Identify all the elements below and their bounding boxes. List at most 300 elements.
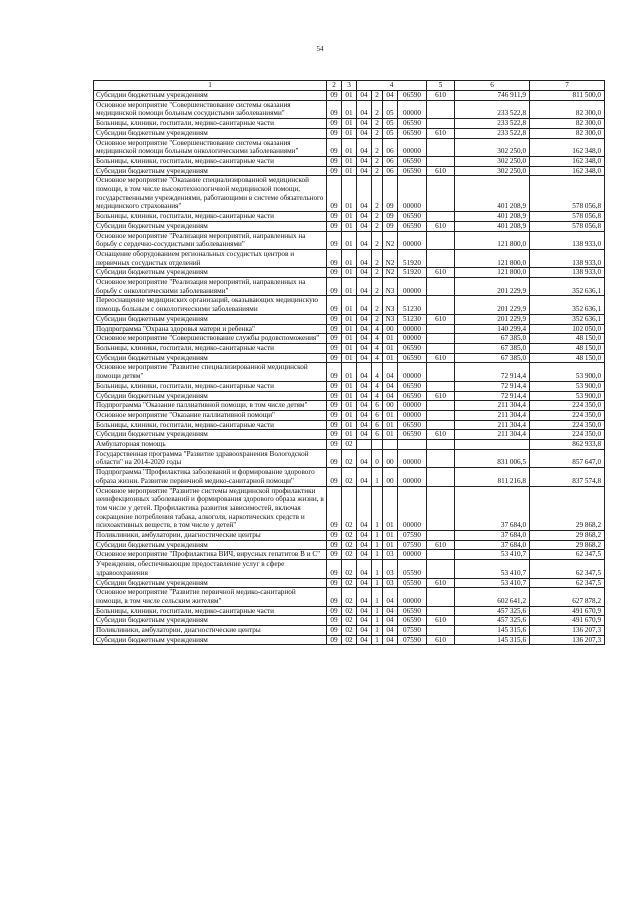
- row-value-cell: 04: [357, 531, 372, 541]
- row-value-cell: 04: [357, 540, 372, 550]
- row-value-cell: 1: [372, 550, 383, 560]
- row-value-cell: 04: [357, 343, 372, 353]
- row-value-cell: 610: [427, 353, 455, 363]
- row-name-cell: Учреждения, обеспечивающие предоставление услуг в сфере здравоохранения: [94, 560, 327, 578]
- row-value-cell: 06590: [398, 128, 427, 138]
- table-row: [94, 314, 605, 324]
- row-value-cell: 610: [427, 430, 455, 440]
- row-value-cell: 2: [372, 156, 383, 166]
- row-value-cell: 51920: [398, 268, 427, 278]
- row-value-cell: N2: [383, 231, 398, 249]
- row-value-cell: 00000: [398, 588, 427, 606]
- row-value-cell: 01: [342, 401, 357, 411]
- row-value-cell: 04: [357, 100, 372, 118]
- row-value-cell: 211 304,4: [455, 430, 530, 440]
- row-value-cell: 01: [342, 156, 357, 166]
- row-value-cell: 02: [342, 626, 357, 636]
- row-value-cell: 04: [357, 420, 372, 430]
- row-value-cell: 811 216,8: [455, 468, 530, 486]
- row-value-cell: 1: [372, 560, 383, 578]
- row-value-cell: 04: [383, 381, 398, 391]
- row-name-cell: Больницы, клиники, госпитали, медико-санитарные части: [94, 343, 327, 353]
- row-value-cell: 09: [327, 324, 342, 334]
- table-row: [94, 635, 605, 645]
- row-value-cell: 602 641,2: [455, 588, 530, 606]
- row-name-cell: Основное мероприятие "Развитие системы медицинской профилактики неинфекционных заболеваний и формирования здорового образа жизни, в том числе у детей. Профилактика развития зависимостей, включая сокращение потребления табака, алкоголя, наркотических средств и психоактивных веществ, в том числе у детей": [94, 486, 327, 531]
- row-value-cell: 578 056,8: [530, 221, 605, 231]
- row-value-cell: 02: [342, 606, 357, 616]
- row-value-cell: 491 670,9: [530, 606, 605, 616]
- row-value-cell: 01: [342, 176, 357, 212]
- row-name-cell: Больницы, клиники, госпитали, медико-санитарные части: [94, 420, 327, 430]
- row-value-cell: 01: [383, 353, 398, 363]
- row-value-cell: 162 348,0: [530, 138, 605, 156]
- row-value-cell: 302 250,0: [455, 156, 530, 166]
- row-value-cell: [372, 440, 383, 450]
- row-value-cell: 6: [372, 410, 383, 420]
- row-value-cell: 224 350,0: [530, 430, 605, 440]
- row-value-cell: 211 304,4: [455, 420, 530, 430]
- row-value-cell: 1: [372, 588, 383, 606]
- row-value-cell: 00000: [398, 486, 427, 531]
- row-value-cell: 04: [357, 176, 372, 212]
- row-value-cell: 627 878,2: [530, 588, 605, 606]
- page-number: 54: [316, 45, 324, 53]
- row-value-cell: 457 325,6: [455, 616, 530, 626]
- row-value-cell: 01: [342, 324, 357, 334]
- row-value-cell: 04: [383, 635, 398, 645]
- row-value-cell: 02: [342, 635, 357, 645]
- row-value-cell: 04: [357, 314, 372, 324]
- row-value-cell: 224 350,0: [530, 401, 605, 411]
- row-value-cell: 1: [372, 635, 383, 645]
- row-value-cell: 01: [383, 334, 398, 344]
- row-name-cell: Оснащение оборудованием региональных сосудистых центров и первичных сосудистых отделений: [94, 249, 327, 267]
- row-name-cell: Субсидии бюджетным учреждениям: [94, 578, 327, 588]
- row-value-cell: 01: [383, 343, 398, 353]
- row-value-cell: 06590: [398, 166, 427, 176]
- row-name-cell: Поликлиники, амбулатории, диагностические центры: [94, 531, 327, 541]
- row-value-cell: 1: [372, 540, 383, 550]
- row-value-cell: 04: [357, 430, 372, 440]
- row-value-cell: 2: [372, 212, 383, 222]
- row-value-cell: [427, 440, 455, 450]
- row-value-cell: 102 050,0: [530, 324, 605, 334]
- row-value-cell: 578 056,8: [530, 212, 605, 222]
- row-value-cell: 67 385,0: [455, 334, 530, 344]
- row-name-cell: Субсидии бюджетным учреждениям: [94, 635, 327, 645]
- row-value-cell: 29 868,2: [530, 531, 605, 541]
- row-value-cell: 00000: [398, 449, 427, 467]
- row-value-cell: [427, 138, 455, 156]
- row-name-cell: Субсидии бюджетным учреждениям: [94, 540, 327, 550]
- row-name-cell: Поликлиники, амбулатории, диагностические центры: [94, 626, 327, 636]
- table-row: [94, 221, 605, 231]
- row-value-cell: 05: [383, 128, 398, 138]
- row-value-cell: 09: [327, 119, 342, 129]
- row-value-cell: 09: [327, 420, 342, 430]
- row-value-cell: 09: [327, 588, 342, 606]
- row-value-cell: 610: [427, 314, 455, 324]
- row-value-cell: 01: [383, 420, 398, 430]
- row-value-cell: 06590: [398, 616, 427, 626]
- row-value-cell: 02: [342, 440, 357, 450]
- row-value-cell: 62 347,5: [530, 578, 605, 588]
- row-value-cell: 302 250,0: [455, 166, 530, 176]
- row-value-cell: 09: [383, 212, 398, 222]
- row-value-cell: 02: [342, 578, 357, 588]
- row-value-cell: 04: [383, 391, 398, 401]
- row-name-cell: Субсидии бюджетным учреждениям: [94, 353, 327, 363]
- table-row: [94, 100, 605, 118]
- row-value-cell: 09: [327, 249, 342, 267]
- row-value-cell: 06590: [398, 391, 427, 401]
- row-value-cell: 04: [357, 560, 372, 578]
- row-value-cell: 4: [372, 324, 383, 334]
- row-value-cell: 2: [372, 119, 383, 129]
- table-row: [94, 468, 605, 486]
- row-value-cell: 04: [357, 91, 372, 101]
- row-value-cell: 09: [327, 449, 342, 467]
- row-value-cell: 610: [427, 540, 455, 550]
- header-cell: 1: [94, 81, 327, 91]
- row-value-cell: 352 636,1: [530, 314, 605, 324]
- row-value-cell: 01: [342, 231, 357, 249]
- row-name-cell: Больницы, клиники, госпитали, медико-санитарные части: [94, 381, 327, 391]
- row-value-cell: 05: [383, 100, 398, 118]
- table-row: [94, 343, 605, 353]
- table-header-row: [94, 81, 605, 91]
- row-value-cell: 09: [327, 606, 342, 616]
- row-value-cell: 04: [357, 391, 372, 401]
- row-value-cell: 2: [372, 91, 383, 101]
- row-value-cell: N3: [383, 296, 398, 314]
- row-value-cell: 00000: [398, 401, 427, 411]
- row-value-cell: 162 348,0: [530, 166, 605, 176]
- row-value-cell: 2: [372, 176, 383, 212]
- row-value-cell: 09: [327, 540, 342, 550]
- table-row: [94, 296, 605, 314]
- row-value-cell: 00000: [398, 363, 427, 381]
- row-value-cell: [427, 420, 455, 430]
- table-row: [94, 531, 605, 541]
- row-value-cell: [427, 381, 455, 391]
- row-value-cell: 610: [427, 166, 455, 176]
- header-cell: 4: [357, 81, 427, 91]
- row-value-cell: 04: [357, 353, 372, 363]
- table-row: [94, 560, 605, 578]
- row-value-cell: 03: [383, 578, 398, 588]
- table-row: [94, 578, 605, 588]
- table-row: [94, 212, 605, 222]
- row-value-cell: 02: [342, 616, 357, 626]
- row-name-cell: Субсидии бюджетным учреждениям: [94, 221, 327, 231]
- row-value-cell: 01: [383, 430, 398, 440]
- row-value-cell: 04: [357, 468, 372, 486]
- row-value-cell: 82 300,0: [530, 119, 605, 129]
- row-value-cell: 6: [372, 401, 383, 411]
- row-value-cell: 48 150,0: [530, 343, 605, 353]
- row-value-cell: 06: [383, 156, 398, 166]
- row-value-cell: 401 208,9: [455, 176, 530, 212]
- table-row: [94, 278, 605, 296]
- row-value-cell: 09: [327, 176, 342, 212]
- row-value-cell: 138 933,0: [530, 231, 605, 249]
- table-row: [94, 391, 605, 401]
- row-value-cell: 578 056,8: [530, 176, 605, 212]
- row-value-cell: 09: [327, 468, 342, 486]
- row-value-cell: 06590: [398, 420, 427, 430]
- row-value-cell: 1: [372, 578, 383, 588]
- row-value-cell: 00: [383, 324, 398, 334]
- row-name-cell: Субсидии бюджетным учреждениям: [94, 391, 327, 401]
- table-row: [94, 430, 605, 440]
- row-value-cell: 67 385,0: [455, 343, 530, 353]
- row-name-cell: Основное мероприятие "Реализация мероприятий, направленных на борьбу с сердечно-сосудистыми заболеваниями": [94, 231, 327, 249]
- row-value-cell: [427, 560, 455, 578]
- row-value-cell: 04: [357, 588, 372, 606]
- row-value-cell: 04: [357, 449, 372, 467]
- row-value-cell: 862 933,8: [530, 440, 605, 450]
- row-value-cell: 211 304,4: [455, 410, 530, 420]
- row-value-cell: 09: [327, 353, 342, 363]
- row-value-cell: [427, 401, 455, 411]
- row-value-cell: 2: [372, 166, 383, 176]
- row-value-cell: 04: [357, 410, 372, 420]
- header-cell: 3: [342, 81, 357, 91]
- row-value-cell: 53 900,0: [530, 391, 605, 401]
- row-value-cell: 01: [383, 486, 398, 531]
- row-name-cell: Государственная программа "Развитие здравоохранения Вологодской области" на 2014-2020 годы: [94, 449, 327, 467]
- table-row: [94, 353, 605, 363]
- row-value-cell: 09: [327, 578, 342, 588]
- row-value-cell: 09: [327, 391, 342, 401]
- row-value-cell: 01: [342, 119, 357, 129]
- row-value-cell: 457 325,6: [455, 606, 530, 616]
- row-value-cell: 746 911,9: [455, 91, 530, 101]
- row-value-cell: 06590: [398, 343, 427, 353]
- row-value-cell: [427, 486, 455, 531]
- row-value-cell: 01: [342, 363, 357, 381]
- row-value-cell: 53 900,0: [530, 381, 605, 391]
- row-value-cell: 09: [327, 410, 342, 420]
- row-value-cell: 04: [357, 138, 372, 156]
- row-value-cell: 09: [327, 128, 342, 138]
- row-value-cell: 2: [372, 296, 383, 314]
- row-value-cell: 04: [357, 212, 372, 222]
- row-value-cell: 06590: [398, 221, 427, 231]
- row-value-cell: 01: [342, 314, 357, 324]
- row-value-cell: 0: [372, 449, 383, 467]
- row-value-cell: 6: [372, 430, 383, 440]
- table-row: [94, 128, 605, 138]
- row-name-cell: Субсидии бюджетным учреждениям: [94, 314, 327, 324]
- row-value-cell: 02: [342, 588, 357, 606]
- row-value-cell: 06590: [398, 119, 427, 129]
- row-value-cell: [427, 449, 455, 467]
- table-row: [94, 410, 605, 420]
- row-value-cell: 01: [383, 531, 398, 541]
- row-value-cell: 1: [372, 626, 383, 636]
- row-value-cell: 4: [372, 334, 383, 344]
- row-name-cell: Больницы, клиники, госпитали, медико-санитарные части: [94, 212, 327, 222]
- table-row: [94, 91, 605, 101]
- row-value-cell: 233 522,8: [455, 128, 530, 138]
- row-value-cell: 6: [372, 420, 383, 430]
- row-name-cell: Амбулаторная помощь: [94, 440, 327, 450]
- row-value-cell: 01: [342, 420, 357, 430]
- row-value-cell: 06590: [398, 381, 427, 391]
- row-value-cell: 09: [327, 212, 342, 222]
- row-value-cell: 00000: [398, 410, 427, 420]
- row-value-cell: 37 684,0: [455, 486, 530, 531]
- row-value-cell: 211 304,4: [455, 401, 530, 411]
- row-value-cell: 2: [372, 278, 383, 296]
- row-value-cell: 201 229,9: [455, 278, 530, 296]
- row-name-cell: Основное мероприятие "Реализация мероприятий, направленных на борьбу с онкологическими заболеваниями": [94, 278, 327, 296]
- row-name-cell: Субсидии бюджетным учреждениям: [94, 430, 327, 440]
- row-value-cell: 02: [342, 531, 357, 541]
- table-row: [94, 138, 605, 156]
- row-value-cell: 01: [342, 91, 357, 101]
- row-name-cell: Больницы, клиники, госпитали, медико-санитарные части: [94, 606, 327, 616]
- row-value-cell: 09: [383, 221, 398, 231]
- table-row: [94, 249, 605, 267]
- row-value-cell: 06590: [398, 156, 427, 166]
- row-value-cell: 09: [327, 363, 342, 381]
- row-value-cell: 04: [357, 221, 372, 231]
- row-value-cell: 72 914,4: [455, 381, 530, 391]
- row-value-cell: 4: [372, 353, 383, 363]
- table-row: [94, 606, 605, 616]
- row-value-cell: 02: [342, 468, 357, 486]
- row-value-cell: 82 300,0: [530, 128, 605, 138]
- row-value-cell: 48 150,0: [530, 353, 605, 363]
- row-value-cell: 09: [327, 343, 342, 353]
- row-value-cell: 04: [357, 381, 372, 391]
- row-value-cell: 04: [357, 324, 372, 334]
- table-row: [94, 449, 605, 467]
- row-value-cell: 72 914,4: [455, 391, 530, 401]
- row-name-cell: Переоснащение медицинских организаций, оказывающих медицинскую помощь больным с онкологическими заболеваниями: [94, 296, 327, 314]
- row-name-cell: Больницы, клиники, госпитали, медико-санитарные части: [94, 156, 327, 166]
- row-value-cell: [427, 626, 455, 636]
- row-name-cell: Основное мероприятие "Совершенствование службы родовспоможения": [94, 334, 327, 344]
- row-value-cell: 37 684,0: [455, 540, 530, 550]
- row-name-cell: Подпрограмма "Оказание паллиативной помощи, в том числе детям": [94, 401, 327, 411]
- row-value-cell: 2: [372, 138, 383, 156]
- row-value-cell: 302 250,0: [455, 138, 530, 156]
- row-value-cell: 04: [357, 550, 372, 560]
- row-value-cell: 610: [427, 635, 455, 645]
- row-value-cell: 09: [327, 166, 342, 176]
- row-value-cell: 09: [327, 314, 342, 324]
- row-value-cell: 145 315,6: [455, 626, 530, 636]
- row-value-cell: 857 647,0: [530, 449, 605, 467]
- row-value-cell: 04: [357, 156, 372, 166]
- table-row: [94, 440, 605, 450]
- row-value-cell: 06: [383, 138, 398, 156]
- row-value-cell: [427, 606, 455, 616]
- row-value-cell: 00: [383, 449, 398, 467]
- row-value-cell: 01: [342, 268, 357, 278]
- row-value-cell: 04: [357, 626, 372, 636]
- row-value-cell: 01: [342, 100, 357, 118]
- row-value-cell: [427, 212, 455, 222]
- row-value-cell: 09: [327, 100, 342, 118]
- row-value-cell: 09: [327, 334, 342, 344]
- row-value-cell: 09: [327, 560, 342, 578]
- row-name-cell: Больницы, клиники, госпитали, медико-санитарные части: [94, 119, 327, 129]
- row-value-cell: 136 207,3: [530, 626, 605, 636]
- row-value-cell: 2: [372, 314, 383, 324]
- row-value-cell: 01: [342, 296, 357, 314]
- row-value-cell: 138 933,0: [530, 249, 605, 267]
- row-value-cell: 00000: [398, 324, 427, 334]
- row-value-cell: 02: [342, 449, 357, 467]
- row-value-cell: 53 410,7: [455, 578, 530, 588]
- row-value-cell: 00000: [398, 176, 427, 212]
- row-value-cell: 121 800,0: [455, 268, 530, 278]
- row-value-cell: 04: [357, 334, 372, 344]
- row-value-cell: 491 670,9: [530, 616, 605, 626]
- row-name-cell: Основное мероприятие "Совершенствование системы оказания медицинской помощи больным сосудистыми заболеваниями": [94, 100, 327, 118]
- row-value-cell: 07590: [398, 626, 427, 636]
- row-value-cell: 05590: [398, 560, 427, 578]
- row-name-cell: Субсидии бюджетным учреждениям: [94, 268, 327, 278]
- row-value-cell: 04: [357, 616, 372, 626]
- row-value-cell: 09: [327, 550, 342, 560]
- row-name-cell: Подпрограмма "Охрана здоровья матери и ребенка": [94, 324, 327, 334]
- row-value-cell: 06590: [398, 91, 427, 101]
- row-value-cell: 610: [427, 391, 455, 401]
- row-value-cell: [427, 410, 455, 420]
- header-cell: 7: [530, 81, 605, 91]
- row-value-cell: 00000: [398, 100, 427, 118]
- row-name-cell: Субсидии бюджетным учреждениям: [94, 128, 327, 138]
- row-value-cell: 121 800,0: [455, 249, 530, 267]
- row-value-cell: 4: [372, 381, 383, 391]
- row-value-cell: 00000: [398, 231, 427, 249]
- row-value-cell: 00: [383, 401, 398, 411]
- row-value-cell: [398, 440, 427, 450]
- row-value-cell: 831 006,5: [455, 449, 530, 467]
- row-value-cell: 01: [342, 221, 357, 231]
- row-value-cell: 06590: [398, 430, 427, 440]
- row-value-cell: 04: [357, 401, 372, 411]
- table-row: [94, 420, 605, 430]
- header-cell: 2: [327, 81, 342, 91]
- row-value-cell: 2: [372, 221, 383, 231]
- row-value-cell: 09: [327, 440, 342, 450]
- row-value-cell: 610: [427, 91, 455, 101]
- row-value-cell: 07590: [398, 635, 427, 645]
- row-value-cell: 51230: [398, 296, 427, 314]
- row-value-cell: [427, 119, 455, 129]
- row-value-cell: 4: [372, 391, 383, 401]
- table-row: [94, 334, 605, 344]
- row-name-cell: Основное мероприятие "Оказание паллиативной помощи": [94, 410, 327, 420]
- row-name-cell: Субсидии бюджетным учреждениям: [94, 166, 327, 176]
- row-value-cell: 352 636,1: [530, 278, 605, 296]
- row-value-cell: 1: [372, 616, 383, 626]
- row-value-cell: 29 868,2: [530, 540, 605, 550]
- row-value-cell: 04: [383, 616, 398, 626]
- row-value-cell: [357, 440, 372, 450]
- row-value-cell: 610: [427, 221, 455, 231]
- row-value-cell: 4: [372, 343, 383, 353]
- row-value-cell: 09: [327, 278, 342, 296]
